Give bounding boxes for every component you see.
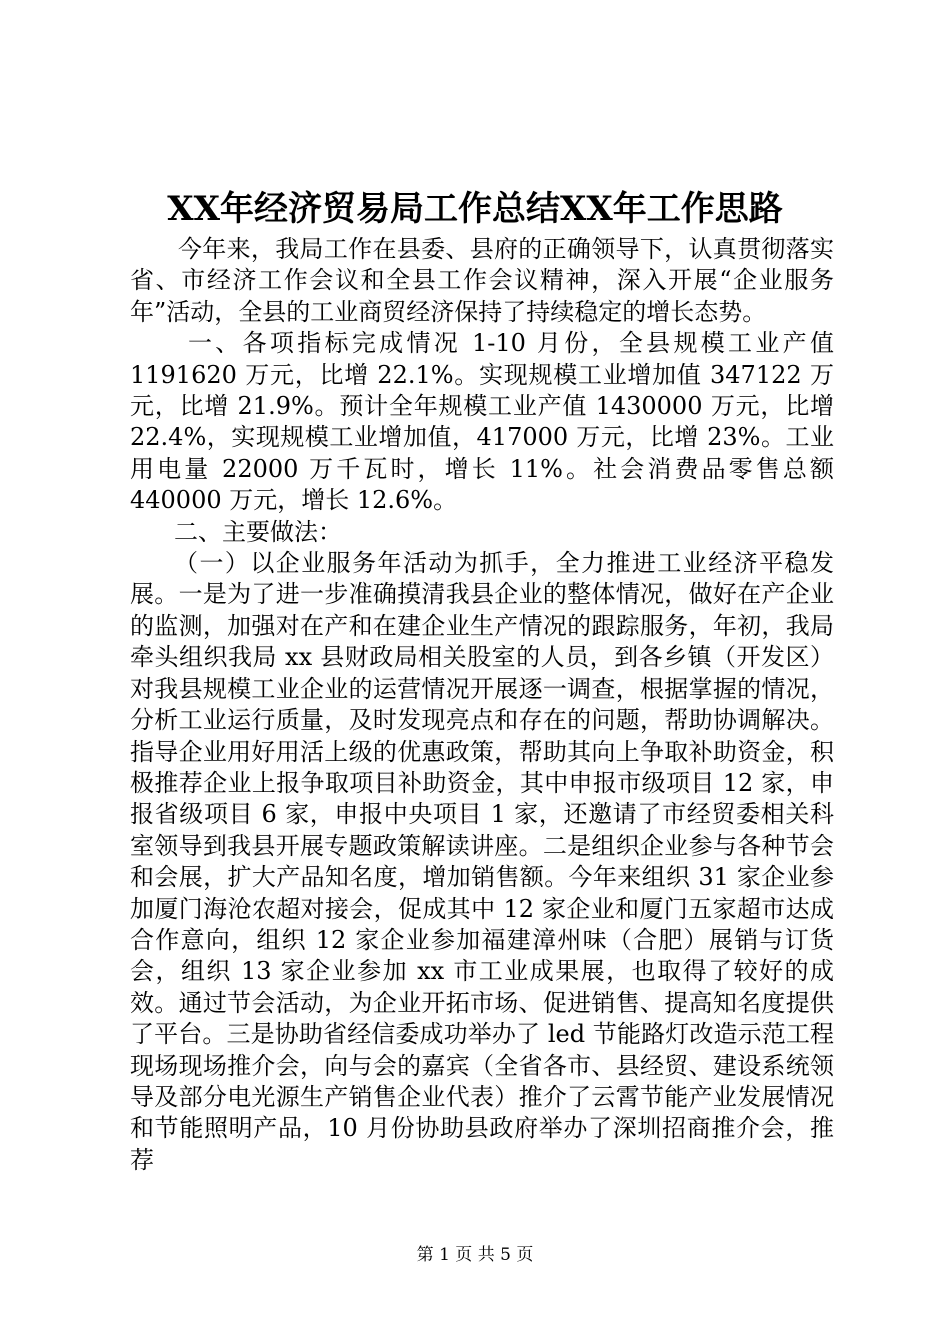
enterprise-service-paragraph: （一）以企业服务年活动为抓手，全力推进工业经济平稳发展。一是为了进一步准确摸清我县企业的整体情况，做好在产企业的监测，加强对在产和在建企业生产情况的跟踪服务，年初，我局牵头组织我局 xx 县财政局相关股室的人员，到各乡镇（开发区）对我县规模工业企业的运营情况开展逐一调查，根据掌握的情况，分析工业运行质量，及时发现亮点和存在的问题，帮助协调解决。指导企业用好用活上级的优惠政策，帮助其向上争取补助资金，积极推荐企业上报争取项目补助资金，其中申报市级项目 12 家，申报省级项目 6 家，申报中央项目 1 家，还邀请了市经贸委相关科室领导到我县开展专题政策解读讲座。二是组织企业参与各种节会和会展，扩大产品知名度，增加销售额。今年来组织 31 家企业参加厦门海沧农超对接会，促成其中 12 家企业和厦门五家超市达成合作意向，组织 12 家企业参加福建漳州味（合肥）展销与订货会，组织 13 家企业参加 xx 市工业成果展，也取得了较好的成效。通过节会活动，为企业开拓市场、促进销售、提高知名度提供了平台。三是协助省经信委成功举办了 led 节能路灯改造示范工程现场现场推介会，向与会的嘉宾（全省各市、县经贸、建设系统领导及部分电光源生产销售企业代表）推介了云霄节能产业发展情况和节能照明产品，10 月份协助县政府举办了深圳招商推介会，推荐 — [130, 549, 834, 1174]
methods-heading: 二、主要做法： — [174, 517, 342, 546]
document-body — [130, 234, 834, 1176]
document-title: XX年经济贸易局工作总结XX年工作思路 — [167, 189, 783, 229]
page-footer: 第 1 页 共 5 页 — [416, 1245, 534, 1265]
intro-paragraph: 今年来，我局工作在县委、县府的正确领导下，认真贯彻落实省、市经济工作会议和全县工作会议精神，深入开展“企业服务年”活动，全县的工业商贸经济保持了持续稳定的增长态势。 — [130, 235, 834, 326]
indicators-paragraph: 一、各项指标完成情况 1-10 月份，全县规模工业产值 1191620 万元，比增 22.1%。实现规模工业增加值 347122 万元，比增 21.9%。预计全年规模工业产值 1430000 万元，比增 22.4%，实现规模工业增加值，417000 万元，比增 23%。工业用电量 22000 万千瓦时，增长 11%。社会消费品零售总额 440000 万元，增长 12.6%。 — [130, 329, 834, 515]
